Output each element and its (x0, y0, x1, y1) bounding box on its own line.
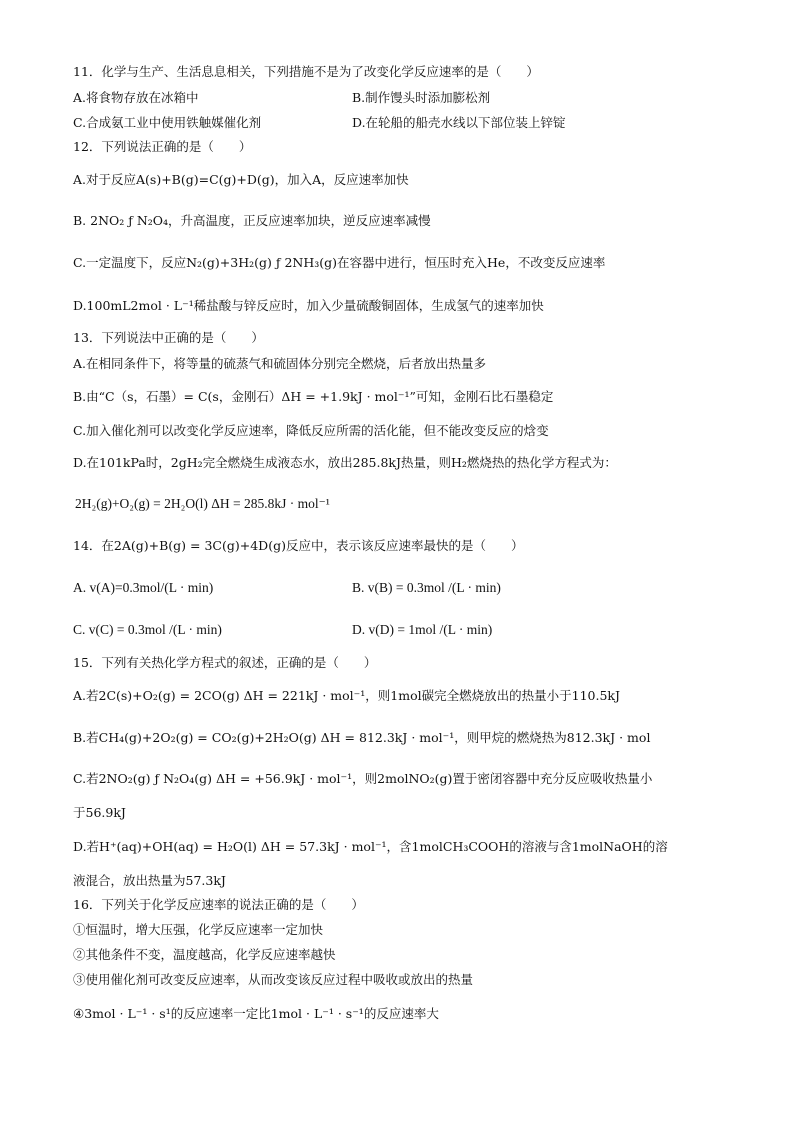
q13-option-b: B.由“C（s，石墨）= C(s，金刚石）ΔH = +1.9kJ · mol⁻¹”可知，金刚石比石墨稳定 (73, 389, 554, 404)
q13-option-c: C.加入催化剂可以改变化学反应速率，降低反应所需的活化能，但不能改变反应的焓变 (73, 423, 549, 438)
question-16-stem: 16．下列关于化学反应速率的说法正确的是（ ） (73, 897, 364, 912)
question-12-stem: 12．下列说法正确的是（ ） (73, 139, 252, 154)
q15-option-a: A.若2C(s)+O₂(g) = 2CO(g) ΔH = 221kJ · mol⁻¹，则1mol碳完全燃烧放出的热量小于110.5kJ (73, 688, 620, 703)
q11-option-a: A.将食物存放在冰箱中 (73, 90, 199, 105)
q16-statement-1: ①恒温时，增大压强，化学反应速率一定加快 (73, 922, 324, 937)
q11-option-c: C.合成氨工业中使用铁触媒催化剂 (73, 115, 262, 130)
question-14-stem: 14．在2A(g)+B(g) = 3C(g)+4D(g)反应中，表示该反应速率最快的是（ ） (73, 538, 524, 553)
q15-option-c-cont: 于56.9kJ (73, 805, 126, 820)
q14-option-a: A. v(A)=0.3mol/(L · min) (73, 580, 214, 595)
q11-option-d: D.在轮船的船壳水线以下部位装上锌锭 (352, 115, 566, 130)
q16-statement-3: ③使用催化剂可改变反应速率，从而改变该反应过程中吸收或放出的热量 (73, 972, 474, 987)
q12-option-d: D.100mL2mol · L⁻¹稀盐酸与锌反应时，加入少量硫酸铜固体，生成氢气的速率加快 (73, 298, 544, 313)
q16-statement-2: ②其他条件不变，温度越高，化学反应速率越快 (73, 947, 336, 962)
q13-option-d: D.在101kPa时，2gH₂完全燃烧生成液态水，放出285.8kJ热量，则H₂燃烧热的热化学方程式为： (73, 455, 617, 470)
question-15-stem: 15．下列有关热化学方程式的叙述，正确的是（ ） (73, 655, 377, 670)
q13-equation: 2H₂(g)+O₂(g) = 2H₂O(l) ΔH = 285.8kJ · mol⁻¹ (75, 496, 330, 511)
q15-option-c: C.若2NO₂(g) ƒ N₂O₄(g) ΔH = +56.9kJ · mol⁻¹，则2molNO₂(g)置于密闭容器中充分反应吸收热量小 (73, 771, 653, 786)
question-13-stem: 13．下列说法中正确的是（ ） (73, 330, 264, 345)
q15-option-d-cont: 液混合，放出热量为57.3kJ (73, 873, 226, 888)
q14-option-c: C. v(C) = 0.3mol /(L · min) (73, 622, 222, 637)
q12-option-c: C.一定温度下，反应N₂(g)+3H₂(g) ƒ 2NH₃(g)在容器中进行，恒压时充入He，不改变反应速率 (73, 255, 606, 270)
q13-option-a: A.在相同条件下，将等量的硫蒸气和硫固体分别完全燃烧，后者放出热量多 (73, 356, 487, 371)
q11-option-b: B.制作馒头时添加膨松剂 (352, 90, 491, 105)
q16-statement-4: ④3mol · L⁻¹ · s¹的反应速率一定比1mol · L⁻¹ · s⁻¹的反应速率大 (73, 1006, 439, 1021)
q15-option-b: B.若CH₄(g)+2O₂(g) = CO₂(g)+2H₂O(g) ΔH = 812.3kJ · mol⁻¹，则甲烷的燃烧热为812.3kJ · mol (73, 730, 651, 745)
question-11-stem: 11．化学与生产、生活息息相关，下列措施不是为了改变化学反应速率的是（ ） (73, 64, 539, 79)
q12-option-b: B. 2NO₂ ƒ N₂O₄，升高温度，正反应速率加块，逆反应速率减慢 (73, 213, 431, 228)
q12-option-a: A.对于反应A(s)+B(g)=C(g)+D(g)，加入A，反应速率加快 (73, 172, 409, 187)
q14-option-b: B. v(B) = 0.3mol /(L · min) (352, 580, 501, 595)
q15-option-d: D.若H⁺(aq)+OH(aq) = H₂O(l) ΔH = 57.3kJ · mol⁻¹，含1molCH₃COOH的溶液与含1molNaOH的溶 (73, 839, 668, 854)
q14-option-d: D. v(D) = 1mol /(L · min) (352, 622, 493, 637)
